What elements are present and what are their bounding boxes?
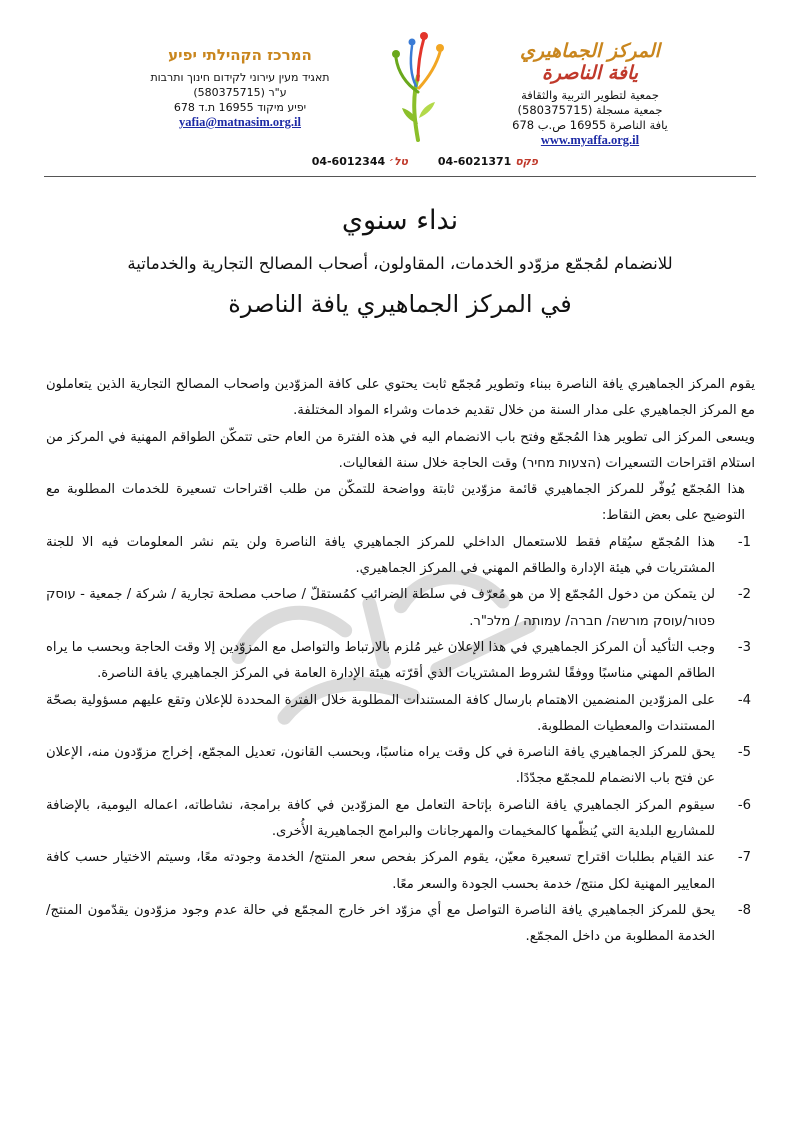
tel-label: טל׳ [388, 155, 408, 168]
list-item [46, 793, 755, 846]
list-item [46, 845, 755, 898]
list-item-number: -5 [737, 745, 751, 761]
community-center-logo [388, 28, 448, 146]
org-line-3: يافة الناصرة 16955 ص.ب 678 [512, 118, 668, 132]
page-title: نداء سنوي [341, 205, 459, 236]
website-link[interactable]: www.myaffa.org.il [540, 133, 640, 147]
page-title-secondary: في المركز الجماهيري يافة الناصرة [228, 290, 572, 318]
paragraph-2: ويسعى المركز الى تطوير هذا المُجمّع وفتح باب الانضمام اليه في هذه الفترة من العام حتى تتمكّن الطواقم المهنية في المركز من استلام اقتراحات التسعيرات (הצעות מחיר) وقت الحاجة خلال سنة الفعاليات. [46, 429, 755, 471]
paragraph-3: هذا المُجمّع يُوفّر للمركز الجماهيري قائمة مزوّدين ثابتة وواضحة للتمكّن من طلب اقتراحات تسعيرة للخدمات المطلوبة مع التوضيح على بعض النقاط: [46, 482, 745, 524]
document-body [46, 372, 755, 951]
org-name-hebrew: המרכז הקהילתי יפיע [168, 46, 312, 64]
list-item-number: -7 [737, 850, 751, 866]
list-item-number: -1 [737, 534, 751, 550]
list-item-number: -2 [737, 587, 751, 603]
org-heb-line-2: ע"ר (580375715) [193, 86, 287, 99]
list-item-text: سيقوم المركز الجماهيري يافة الناصرة بإتاحة التعامل مع المزوّدين في كافة برامجة، نشاطاته، اعماله اليومية، بالإضافة للمشاريع البلدية التي يُنظّمها كالمخيمات والمهرجانات والبرامج الجماهيرية الأُخرى. [46, 797, 715, 840]
list-item [46, 688, 755, 741]
fax-group [438, 155, 538, 168]
list-item [46, 898, 755, 951]
paragraph-1: يقوم المركز الجماهيري يافة الناصرة ببناء وتطوير مُجمّع ثابت يحتوي على كافة المزوّدين واصحاب المصالح التجارية الذين يتعاملون مع المركز الجماهيري على مدار السنة من خلال تقديم خدمات وشراء المواد المختلفة. [46, 377, 755, 419]
list-item-number: -4 [737, 692, 751, 708]
conditions-list [46, 530, 755, 951]
org-name-arabic [510, 40, 670, 84]
org-heb-line-3: יפיע מיקוד 16955 ת.ד 678 [173, 101, 307, 114]
list-item-number: -3 [737, 639, 751, 655]
tel-group [312, 155, 408, 168]
list-item-text: هذا المُجمّع سيُقام فقط للاستعمال الداخلي للمركز الجماهيري يافة الناصرة ولن يتم نشر المعلومات فيه الا للجنة المشتريات في هيئة الإدارة والطاقم المهني في المركز الجماهيري. [46, 534, 715, 577]
list-item [46, 530, 755, 583]
list-item-text: يحق للمركز الجماهيري يافة الناصرة التواصل مع أي مزوّد اخر خارج المجمّع في حالة عدم وجود مزوّدون يقدّمون المنتج/ الخدمة المطلوبة من داخل المجمّع. [46, 902, 715, 945]
tel-number: 04-6012344 [311, 155, 386, 168]
org-name-accent: يافة الناصرة [541, 62, 639, 84]
list-item-text: على المزوّدين المنضمين الاهتمام بارسال كافة المستندات المطلوبة خلال الفترة المحددة للإعلان وتقع عليهم مسؤولية بصحّة المستندات والمعطيات المطلوبة. [46, 692, 715, 734]
list-item-text: لن يتمكن من دخول المُجمّع إلا من هو مُعرّف في سلطة الضرائب كمُستقلّ / صاحب مصلحة تجارية / شركة / جمعية - עוסק פטור/עוסק מורשה/ חברה/ עמותה / מלכ"ר. [46, 587, 715, 629]
list-item-number: -6 [737, 797, 751, 813]
fax-label: פקס [515, 155, 538, 168]
contact-bar [278, 153, 538, 173]
list-item-text: يحق للمركز الجماهيري يافة الناصرة في كل وقت يراه مناسبًا، وبحسب القانون، تعديل المجمّع، إخراج مزوّدون منه، الإعلان عن فتح باب الانضمام للمجمّع مجدّدًا. [46, 745, 715, 787]
list-item [46, 740, 755, 793]
email-link[interactable]: yafia@matnasim.org.il [178, 115, 302, 129]
list-item-number: -8 [737, 902, 751, 918]
header-org-arabic [510, 40, 670, 148]
page-subtitle: للانضمام لمُجمّع مزوّدو الخدمات، المقاولون، أصحاب المصالح التجارية والخدماتية [127, 254, 673, 273]
org-line-1: جمعية لتطوير التربية والثقافة [521, 88, 659, 102]
org-line-2: جمعية مسجلة (580375715) [517, 103, 663, 117]
header-org-hebrew [110, 46, 370, 130]
list-item [46, 635, 755, 688]
list-item-text: عند القيام بطلبات اقتراح تسعيرة معيّن، يقوم المركز بفحص سعر المنتج/ الخدمة وجودته معًا، وسيتم الاختيار حسب كافة المعايير المهنية لكل منتج/ خدمة بحسب الجودة والسعر معًا. [46, 850, 715, 892]
header-divider [44, 176, 756, 177]
fax-number: 04-6021371 [437, 155, 512, 168]
list-item [46, 582, 755, 635]
org-name-main: المركز الجماهيري [520, 40, 660, 62]
list-item-text: وجب التأكيد أن المركز الجماهيري في هذا الإعلان غير مُلزم بالارتباط والتواصل مع المزوّدين إلا وقت الحاجة وبحسب ما يراه الطاقم المهني مناسبًا ووفقًا لشروط المشتريات الذي أقرّته هيئة الإدارة العامة في المركز الجماهيري يافة الناصرة. [46, 639, 715, 682]
org-heb-line-1: תאגיד מעין עירוני לקידום חינוך ותרבות [150, 71, 330, 84]
